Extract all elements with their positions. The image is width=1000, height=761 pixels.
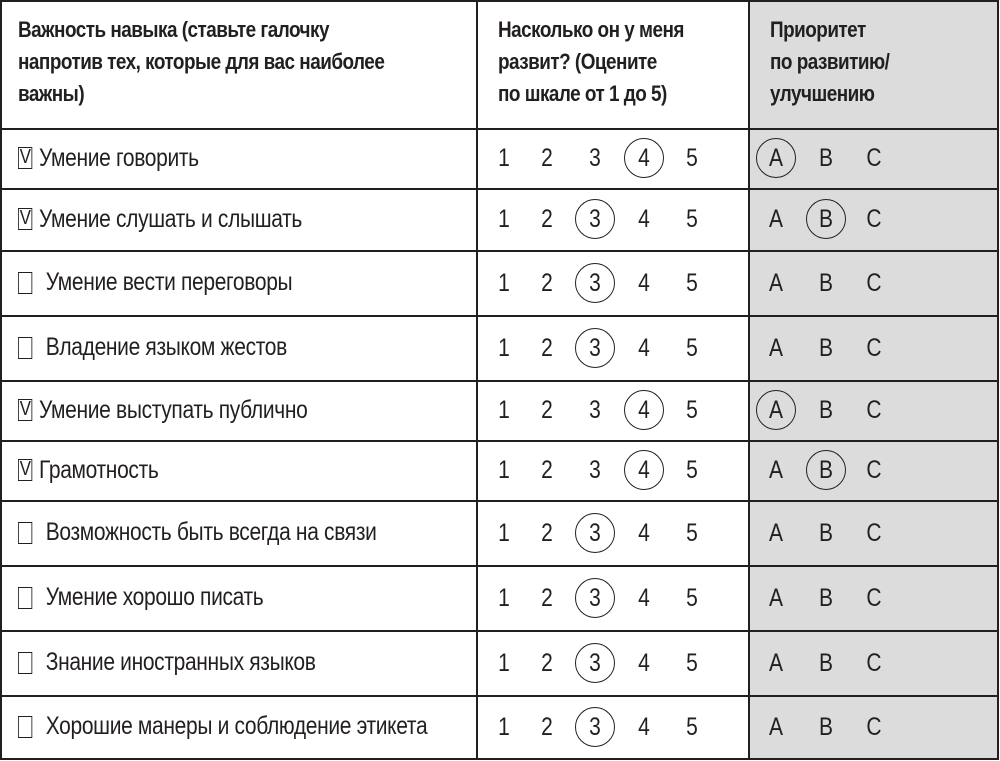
header-level-line: развит? (Оцените <box>498 49 657 74</box>
row-divider <box>0 695 999 697</box>
importance-checkbox[interactable]: V <box>19 207 31 229</box>
priority-option-a[interactable]: A <box>759 143 793 173</box>
rating-option-3[interactable]: 3 <box>578 583 612 613</box>
priority-option-c[interactable]: C <box>866 648 882 677</box>
rating-option-2[interactable]: 2 <box>541 518 553 547</box>
header-priority <box>770 14 889 110</box>
importance-checkbox[interactable]: V <box>19 458 31 480</box>
skill-label: Умение говорить <box>39 143 199 172</box>
priority-option-b[interactable]: B <box>809 455 843 485</box>
priority-option-b[interactable]: B <box>818 712 834 741</box>
column-divider <box>0 0 2 760</box>
row-divider <box>0 565 999 567</box>
skill-label: Возможность быть всегда на связи <box>45 518 377 546</box>
priority-option-a[interactable]: A <box>768 456 784 484</box>
skill-cell <box>18 565 263 630</box>
priority-option-a[interactable]: A <box>768 205 784 233</box>
priority-option-a[interactable]: A <box>768 648 784 677</box>
rating-option-5[interactable]: 5 <box>686 144 698 172</box>
rating-option-4[interactable]: 4 <box>638 205 650 233</box>
skill-label: Умение вести переговоры <box>45 268 293 296</box>
row-divider <box>0 758 999 760</box>
rating-option-4[interactable]: 4 <box>638 712 650 741</box>
rating-option-5[interactable]: 5 <box>686 712 698 741</box>
rating-option-2[interactable]: 2 <box>541 583 553 612</box>
priority-option-b[interactable]: B <box>818 518 834 547</box>
priority-option-c[interactable]: C <box>866 268 882 297</box>
skill-cell <box>18 500 377 565</box>
rating-option-4[interactable]: 4 <box>638 648 650 677</box>
priority-option-a[interactable]: A <box>768 712 784 741</box>
skill-cell <box>18 695 427 758</box>
importance-checkbox[interactable] <box>18 272 32 294</box>
rating-option-5[interactable]: 5 <box>686 456 698 484</box>
rating-option-3[interactable]: 3 <box>578 712 612 742</box>
header-level-line: Насколько он у меня <box>498 17 684 42</box>
column-divider <box>748 0 750 760</box>
rating-option-4[interactable]: 4 <box>627 143 661 173</box>
header-importance-line: Важность навыка (ставьте галочку <box>18 17 329 42</box>
table-row <box>0 695 999 758</box>
rating-option-1[interactable]: 1 <box>498 712 510 741</box>
rating-option-3[interactable]: 3 <box>589 396 601 424</box>
importance-checkbox[interactable] <box>18 587 32 609</box>
priority-option-a[interactable]: A <box>768 333 784 362</box>
priority-option-a[interactable]: A <box>768 518 784 547</box>
row-divider <box>0 0 999 2</box>
priority-option-b[interactable]: B <box>818 268 834 297</box>
rating-option-2[interactable]: 2 <box>541 205 553 233</box>
skill-cell <box>18 188 302 250</box>
table-row <box>0 128 999 188</box>
priority-option-c[interactable]: C <box>866 333 882 362</box>
priority-option-c[interactable]: C <box>866 583 882 612</box>
importance-checkbox[interactable] <box>18 652 32 674</box>
row-divider <box>0 188 999 190</box>
rating-option-1[interactable]: 1 <box>498 396 510 424</box>
skill-cell <box>18 128 199 188</box>
skill-cell <box>18 250 292 315</box>
rating-option-3[interactable]: 3 <box>578 268 612 298</box>
rating-option-4[interactable]: 4 <box>627 395 661 425</box>
header-priority-line: по развитию/ <box>770 49 890 74</box>
skill-cell <box>18 440 158 500</box>
rating-option-3[interactable]: 3 <box>578 204 612 234</box>
rating-option-1[interactable]: 1 <box>498 333 510 362</box>
priority-option-a[interactable]: A <box>768 583 784 612</box>
rating-option-1[interactable]: 1 <box>498 205 510 233</box>
header-priority-line: Приоритет <box>770 17 866 42</box>
rating-option-1[interactable]: 1 <box>498 648 510 677</box>
row-divider <box>0 380 999 382</box>
row-divider <box>0 440 999 442</box>
priority-option-b[interactable]: B <box>818 583 834 612</box>
table-row <box>0 440 999 500</box>
importance-checkbox[interactable]: V <box>19 398 31 420</box>
header-importance-line: напротив тех, которые для вас наиболее <box>18 49 385 74</box>
rating-option-4[interactable]: 4 <box>638 333 650 362</box>
column-divider <box>476 0 478 760</box>
skill-label: Владение языком жестов <box>45 333 287 361</box>
table-row <box>0 565 999 630</box>
rating-option-2[interactable]: 2 <box>541 144 553 172</box>
priority-option-c[interactable]: C <box>866 456 882 484</box>
rating-option-1[interactable]: 1 <box>498 583 510 612</box>
priority-option-c[interactable]: C <box>866 518 882 547</box>
importance-checkbox[interactable] <box>18 522 32 544</box>
skill-label: Умение выступать публично <box>39 395 308 424</box>
header-importance-line: важны) <box>18 81 85 106</box>
skill-label: Хорошие манеры и соблюдение этикета <box>45 712 428 740</box>
rating-option-4[interactable]: 4 <box>627 455 661 485</box>
rating-option-2[interactable]: 2 <box>541 712 553 741</box>
importance-checkbox[interactable] <box>18 337 32 359</box>
row-divider <box>0 500 999 502</box>
rating-option-3[interactable]: 3 <box>578 518 612 548</box>
skill-label: Знание иностранных языков <box>45 648 316 676</box>
priority-option-b[interactable]: B <box>818 144 834 172</box>
row-divider <box>0 630 999 632</box>
priority-option-b[interactable]: B <box>809 204 843 234</box>
importance-checkbox[interactable] <box>18 716 32 738</box>
priority-option-c[interactable]: C <box>866 712 882 741</box>
rating-option-3[interactable]: 3 <box>578 648 612 678</box>
rating-option-5[interactable]: 5 <box>686 205 698 233</box>
priority-option-b[interactable]: B <box>818 396 834 424</box>
rating-option-4[interactable]: 4 <box>638 583 650 612</box>
header-importance <box>18 14 384 110</box>
table-row <box>0 250 999 315</box>
rating-option-4[interactable]: 4 <box>638 268 650 297</box>
rating-option-3[interactable]: 3 <box>589 144 601 172</box>
skill-cell <box>18 630 316 695</box>
rating-option-5[interactable]: 5 <box>686 396 698 424</box>
table-row <box>0 380 999 440</box>
rating-option-5[interactable]: 5 <box>686 583 698 612</box>
skill-label: Умение хорошо писать <box>45 583 264 611</box>
rating-option-1[interactable]: 1 <box>498 268 510 297</box>
rating-option-2[interactable]: 2 <box>541 268 553 297</box>
table-row <box>0 630 999 695</box>
priority-option-b[interactable]: B <box>818 333 834 362</box>
rating-option-1[interactable]: 1 <box>498 144 510 172</box>
skill-cell <box>18 380 307 440</box>
table-row <box>0 188 999 250</box>
rating-option-4[interactable]: 4 <box>638 518 650 547</box>
rating-option-1[interactable]: 1 <box>498 518 510 547</box>
priority-option-a[interactable]: A <box>759 395 793 425</box>
rating-option-2[interactable]: 2 <box>541 396 553 424</box>
table-row <box>0 500 999 565</box>
header-level <box>498 14 684 110</box>
importance-checkbox[interactable]: V <box>19 146 31 168</box>
rating-option-3[interactable]: 3 <box>589 456 601 484</box>
header-level-line: по шкале от 1 до 5) <box>498 81 667 106</box>
priority-option-c[interactable]: C <box>866 205 882 233</box>
skill-label: Умение слушать и слышать <box>39 204 303 233</box>
column-divider <box>997 0 999 760</box>
rating-option-5[interactable]: 5 <box>686 518 698 547</box>
priority-option-c[interactable]: C <box>866 396 882 424</box>
rating-option-2[interactable]: 2 <box>541 648 553 677</box>
rating-option-5[interactable]: 5 <box>686 268 698 297</box>
skill-cell <box>18 315 287 380</box>
row-divider <box>0 250 999 252</box>
table-row <box>0 315 999 380</box>
row-divider <box>0 128 999 130</box>
priority-option-b[interactable]: B <box>818 648 834 677</box>
skill-label: Грамотность <box>39 455 159 484</box>
rating-option-5[interactable]: 5 <box>686 648 698 677</box>
rating-option-5[interactable]: 5 <box>686 333 698 362</box>
priority-option-c[interactable]: C <box>866 144 882 172</box>
row-divider <box>0 315 999 317</box>
rating-option-2[interactable]: 2 <box>541 456 553 484</box>
rating-option-3[interactable]: 3 <box>578 333 612 363</box>
header-priority-line: улучшению <box>770 81 875 106</box>
rating-option-2[interactable]: 2 <box>541 333 553 362</box>
rating-option-1[interactable]: 1 <box>498 456 510 484</box>
priority-option-a[interactable]: A <box>768 268 784 297</box>
